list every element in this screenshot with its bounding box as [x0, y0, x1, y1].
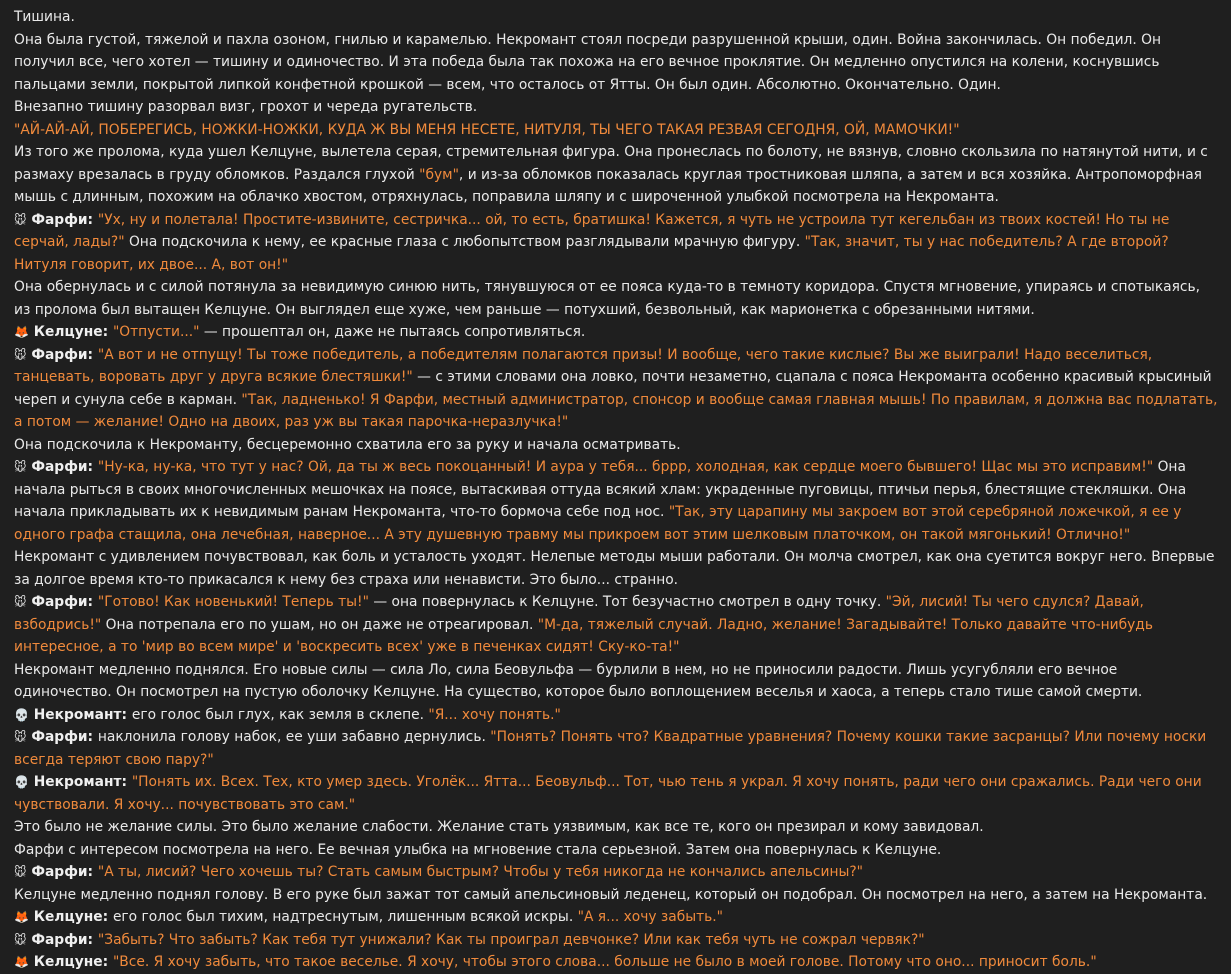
mouse-icon: 🐭 [14, 595, 27, 609]
dialogue-text: "Так, ладненько! Я Фарфи, местный администратор, спонсор и вообще самая главная мышь! По правилам, я должна вас подлатать, а потом — желание! Одно на двоих, раз уж вы такая парочка-неразлучка!" [14, 391, 1218, 430]
story-paragraph [14, 771, 1219, 816]
speaker-name: Келцуне: [28, 954, 113, 970]
narration-text: — она повернулась к Келцуне. Тот безучастно смотрел в одну точку. [368, 594, 886, 610]
narration-text: Фарфи с интересом посмотрела на него. Ее вечная улыбка на мгновение стала серьезной. Затем она повернулась к Келцуне. [14, 841, 942, 858]
narration-text: его голос был глух, как земля в склепе. [131, 706, 429, 723]
story-paragraph [14, 861, 1219, 884]
skull-icon: 💀 [14, 707, 29, 722]
narration-text: Внезапно тишину разорвал визг, грохот и череда ругательств. [14, 99, 478, 115]
narration-text: Она потрепала его по ушам, но он даже не отреагировал. [101, 616, 538, 633]
story-paragraph [14, 209, 1219, 277]
narration-text: Она была густой, тяжелой и пахла озоном, гнилью и карамелью. Некромант стоял посреди разрушенной крыши, один. Война закончилась. Он победил. Он получил все, чего хотел — тишину и одиночество. И эта победа была так похожа на его вечное проклятие. Он медленно опустился на колени, коснувшись пальцами земли, покрытой липкой конфетной крошкой — всем, что осталось от Ятты. Он был один. Абсолютно. Окончательно. Один. [14, 31, 1162, 93]
narration-text: Это было не желание силы. Это было желание слабости. Желание стать уязвимым, как все те, кого он презирал и кому завидовал. [14, 819, 984, 835]
story-paragraph [14, 659, 1219, 704]
speaker-name: Келцуне: [28, 909, 113, 925]
mouse-icon: 🐭 [14, 865, 27, 879]
dialogue-text: "Так, значит, ты у нас победитель? А где второй? Нитуля говорит, их двое... А, вот он!" [14, 234, 1169, 273]
story-paragraph [14, 704, 1219, 727]
story-paragraph [14, 906, 1219, 929]
speaker-name: Фарфи: [26, 346, 98, 363]
speaker-name: Некромант: [28, 774, 132, 790]
speaker-name: Фарфи: [26, 931, 98, 948]
dialogue-text: "А ты, лисий? Чего хочешь ты? Стать самым быстрым? Чтобы у тебя никогда не кончались апельсины?" [97, 864, 864, 880]
story-paragraph [14, 434, 1219, 457]
mouse-icon: 🐭 [14, 212, 27, 227]
dialogue-text: "Понять их. Всех. Тех, кто умер здесь. Уголёк... Ятта... Беовульф... Тот, чью тень я украл. Я хочу понять, ради чего они сражались. Ради чего они чувствовали. Я хочу... почувствовать это сам." [14, 774, 1202, 813]
dialogue-text: "бум" [419, 166, 459, 183]
dialogue-text: "Готово! Как новенький! Теперь ты!" [97, 594, 369, 610]
fox-icon: 🦊 [14, 910, 29, 924]
narration-text: — прошептал он, даже не пытаясь сопротивляться. [199, 324, 586, 340]
narration-text: Она подскочила к Некроманту, бесцеремонно схватила его за руку и начала осматривать. [14, 436, 681, 453]
narration-text: Из того же пролома, куда ушел Келцуне, вылетела серая, стремительная фигура. Она пронеслась по болоту, не вязнув, словно скользила по натянутой нити, и с размаху врезалась в груду обломков. Раздался глухой [14, 144, 1208, 183]
speaker-name: Фарфи: [26, 864, 98, 880]
skull-icon: 💀 [14, 775, 29, 789]
speaker-name: Фарфи: [26, 459, 98, 475]
fox-icon: 🦊 [14, 325, 29, 339]
story-paragraph [14, 344, 1219, 434]
speaker-name: Некромант: [28, 706, 132, 723]
dialogue-text: "М-да, тяжелый случай. Ладно, желание! Загадывайте! Только давайте что-нибудь интересное, а то 'мир во всем мире' и 'воскресить всех' уже в печенках сидят! Ску-ко-та!" [14, 616, 1153, 655]
dialogue-text: "Эй, лисий! Ты чего сдулся? Давай, взбодрись!" [14, 594, 1144, 633]
story-paragraph [14, 591, 1219, 659]
mouse-icon: 🐭 [14, 932, 27, 947]
fox-icon: 🦊 [14, 955, 29, 969]
speaker-name: Фарфи: [26, 211, 98, 228]
dialogue-text: "А вот и не отпущу! Ты тоже победитель, а победителям полагаются призы! И вообще, чего такие кислые? Вы же выиграли! Надо веселиться, танцевать, воровать друг у друга всякие блестяшки!" [14, 346, 1153, 385]
narration-text: Она подскочила к нему, ее красные глаза с любопытством разглядывали мрачную фигуру. [124, 234, 805, 250]
speaker-name: Келцуне: [28, 324, 113, 340]
dialogue-text: "Понять? Понять что? Квадратные уравнения? Почему кошки такие засранцы? Или почему носки всегда теряют свою пару?" [14, 729, 1207, 768]
narration-text: Некромант с удивлением почувствовал, как боль и усталость уходят. Нелепые методы мыши работали. Он молча смотрел, как она суетится вокруг него. Впервые за долгое время кто-то прикасался к нему без страха или ненависти. Это было... странно. [14, 549, 1215, 588]
dialogue-text: "А я... хочу забыть." [577, 909, 724, 925]
story-paragraph [14, 119, 1219, 142]
mouse-icon: 🐭 [14, 347, 27, 362]
narration-text: Она обернулась и с силой потянула за невидимую синюю нить, тянувшуюся от ее пояса куда-то в темноту коридора. Спустя мгновение, упираясь и спотыкаясь, из пролома был вытащен Келцуне. Он выглядел еще хуже, чем раньше — потухший, безвольный, как марионетка с обрезанными нитями. [14, 279, 1201, 318]
story-paragraph [14, 884, 1219, 907]
story-paragraph [14, 456, 1219, 546]
story-paragraph [14, 276, 1219, 321]
narration-text: Она начала рыться в своих многочисленных мешочках на поясе, вытаскивая оттуда всякий хлам: украденные пуговицы, птичьи перья, блестящие стекляшки. Она начала прикладывать их к невидимым ранам Некроманта, что-то бормоча себе под нос. [14, 459, 1187, 520]
story-paragraph [14, 6, 1219, 29]
narration-text: — с этими словами она ловко, почти незаметно, сцапала с пояса Некроманта особенно красивый крысиный череп и сунула себе в карман. [14, 369, 1212, 408]
narration-text: его голос был тихим, надтреснутым, лишенным всякой искры. [112, 909, 578, 925]
dialogue-text: "Так, эту царапину мы закроем вот этой серебряной ложечкой, я ее у одного графа стащила, она лечебная, наверное... А эту душевную травму мы прикроем вот этим шелковым платочком, он такой мягонький! Отлично!" [14, 504, 1182, 543]
story-paragraph [14, 816, 1219, 839]
speaker-name: Фарфи: [26, 594, 98, 610]
narration-text: Келцуне медленно поднял голову. В его руке был зажат тот самый апельсиновый леденец, который он подобрал. Он посмотрел на него, а затем на Некроманта. [14, 886, 1208, 903]
dialogue-text: "Ух, ну и полетала! Простите-извините, сестричка... ой, то есть, братишка! Кажется, я чуть не устроила тут кегельбан из твоих костей! Но ты не серчай, лады?" [14, 211, 1170, 250]
dialogue-text: "Забыть? Что забыть? Как тебя тут унижали? Как ты проиграл девчонке? Или как тебя чуть не сожрал червяк?" [97, 931, 925, 948]
story-paragraph [14, 141, 1219, 209]
dialogue-text: "Все. Я хочу забыть, что такое веселье. Я хочу, чтобы этого слова... больше не было в моей голове. Потому что оно... приносит боль." [112, 954, 1097, 970]
dialogue-text: "АЙ-АЙ-АЙ, ПОБЕРЕГИСЬ, НОЖКИ-НОЖКИ, КУДА Ж ВЫ МЕНЯ НЕСЕТЕ, НИТУЛЯ, ТЫ ЧЕГО ТАКАЯ РЕЗВАЯ СЕГОДНЯ, ОЙ, МАМОЧКИ!" [14, 121, 960, 138]
narration-text: , и из-за обломков показалась круглая тростниковая шляпа, а затем и вся хозяйка. Антропоморфная мышь с длинным, похожим на облачко хвостом, отряхнулась, поправила шляпу и с широченной улыбкой посмотрела на Некроманта. [14, 166, 1202, 205]
speaker-name: Фарфи: [26, 729, 98, 745]
mouse-icon: 🐭 [14, 730, 27, 744]
narration-text: Некромант медленно поднялся. Его новые силы — сила Ло, сила Беовульфа — бурлили в нем, но не приносили радости. Лишь усугубляли его вечное одиночество. Он посмотрел на пустую оболочку Келцуне. На существо, которое было воплощением веселья и хаоса, а теперь стало тише самой смерти. [14, 661, 1143, 700]
story-paragraph [14, 29, 1219, 97]
dialogue-text: "Я... хочу понять." [428, 706, 561, 723]
story-paragraph [14, 726, 1219, 771]
story-paragraph [14, 929, 1219, 952]
story-paragraph [14, 321, 1219, 344]
story-paragraph [14, 839, 1219, 862]
story-paragraph [14, 546, 1219, 591]
mouse-icon: 🐭 [14, 460, 27, 474]
story-paragraph [14, 96, 1219, 119]
story-paragraph [14, 951, 1219, 974]
dialogue-text: "Отпусти..." [112, 324, 200, 340]
narration-text: Тишина. [14, 9, 75, 25]
dialogue-text: "Ну-ка, ну-ка, что тут у нас? Ой, да ты ж весь покоцанный! И аура у тебя... бррр, холодная, как сердце моего бывшего! Щас мы это исправим!" [97, 459, 1154, 475]
narration-text: наклонила голову набок, ее уши забавно дернулись. [97, 729, 491, 745]
